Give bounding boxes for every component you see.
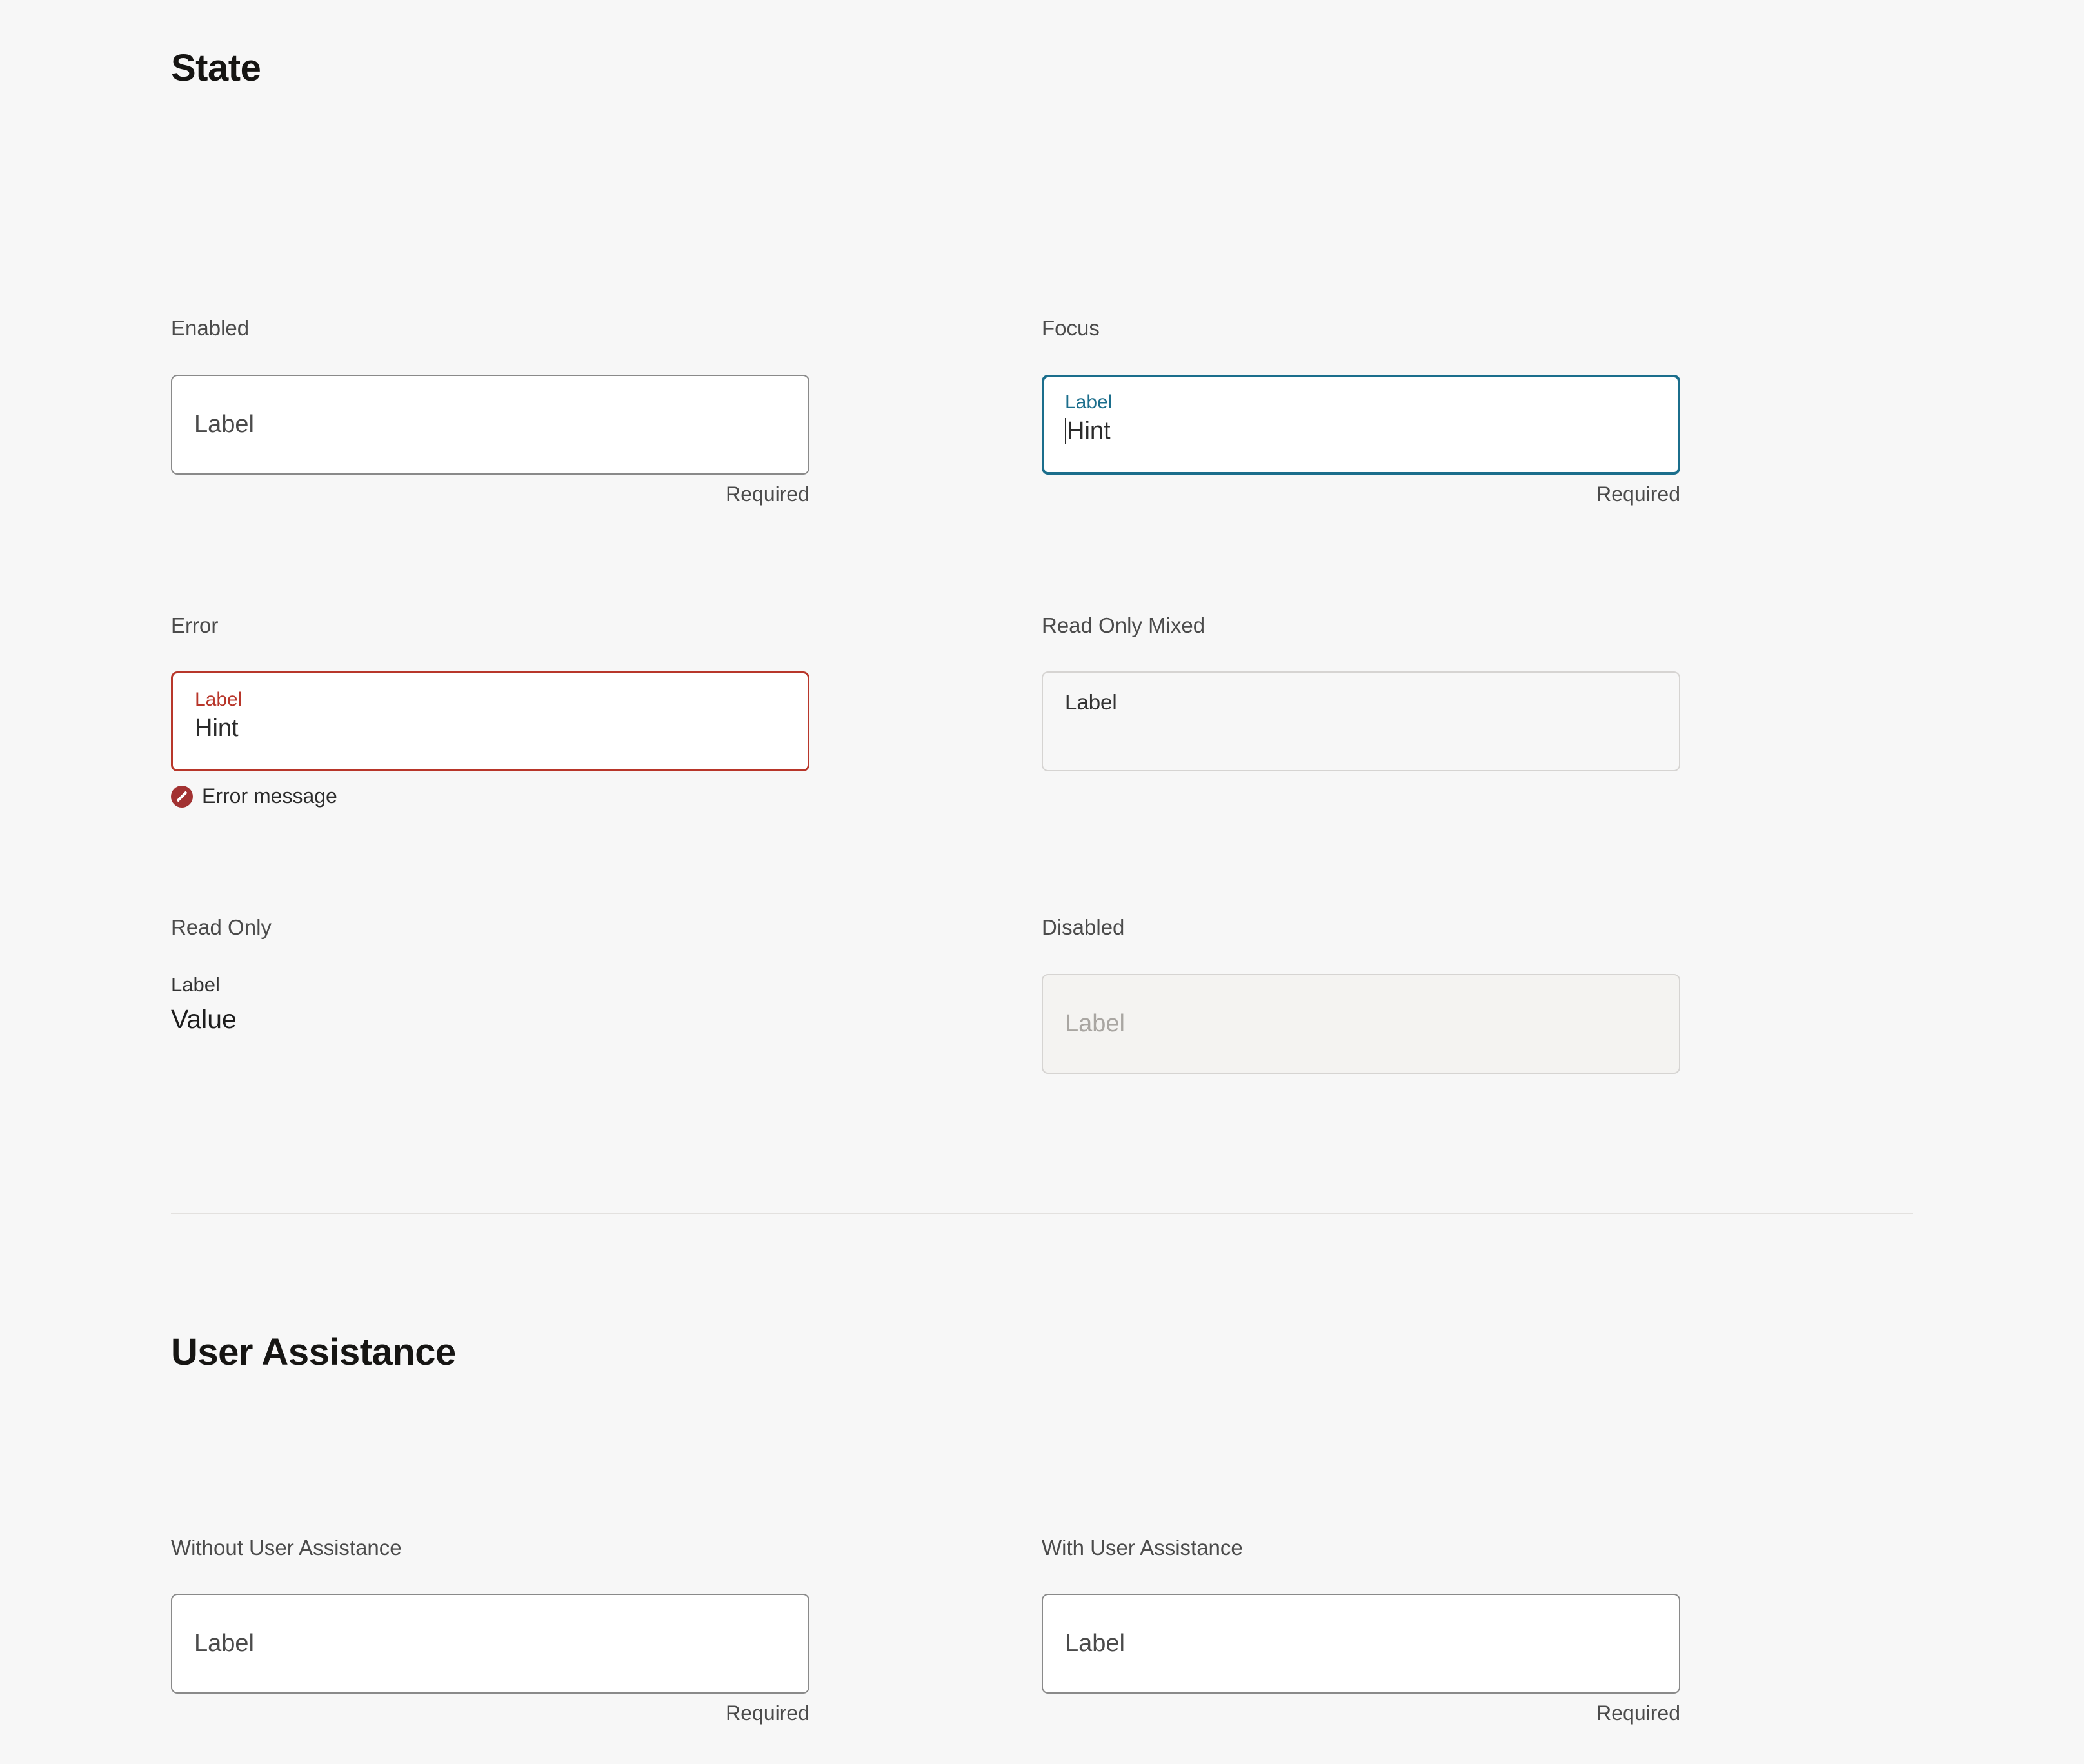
enabled-input[interactable]	[171, 375, 809, 475]
disabled-input	[1042, 974, 1680, 1074]
field-enabled-state-label: Enabled	[171, 316, 250, 340]
field-disabled-state-label: Disabled	[1042, 915, 1125, 940]
with-ua-helper-text: Required	[1596, 1701, 1680, 1725]
field-with-ua-state-label: With User Assistance	[1042, 1535, 1243, 1560]
with-ua-input-value: Label	[1065, 1630, 1125, 1658]
error-input-float-label: Label	[195, 689, 243, 711]
field-with-user-assistance	[1042, 1374, 1912, 1726]
without-ua-input-value: Label	[194, 1630, 254, 1658]
section-user-assistance	[0, 1214, 2084, 1764]
focus-input-float-label: Label	[1065, 391, 1113, 413]
text-caret-icon	[1065, 418, 1066, 444]
disabled-input-value: Label	[1065, 1009, 1125, 1037]
field-without-ua-state-label: Without User Assistance	[171, 1535, 402, 1560]
read-only-display	[171, 974, 809, 1034]
error-message-text: Error message	[202, 784, 337, 808]
error-input[interactable]	[171, 671, 809, 771]
user-assistance-title: User Assistance	[171, 1331, 456, 1373]
read-only-label: Label	[171, 973, 220, 996]
field-read-only-mixed-state-label: Read Only Mixed	[1042, 613, 1206, 637]
field-focus	[1042, 90, 1912, 506]
divider-wrap	[0, 1074, 2084, 1214]
enabled-helper-text: Required	[726, 482, 809, 506]
read-only-mixed-label: Label	[1065, 690, 1117, 715]
field-focus-state-label: Focus	[1042, 316, 1100, 340]
without-ua-helper-text: Required	[726, 1701, 809, 1725]
error-input-value: Hint	[195, 715, 239, 742]
focus-input-value: Hint	[1067, 417, 1111, 444]
field-read-only-mixed	[1042, 506, 1912, 809]
enabled-input-value: Label	[194, 410, 254, 438]
field-disabled	[1042, 808, 1912, 1074]
error-message-row	[171, 784, 809, 808]
error-circle-icon	[171, 786, 193, 808]
field-without-user-assistance	[171, 1374, 1042, 1726]
focus-input[interactable]	[1042, 375, 1680, 475]
field-error	[171, 506, 1042, 809]
focus-input-value-wrap	[1065, 418, 1657, 445]
page-title: State	[171, 47, 261, 89]
read-only-mixed-input	[1042, 671, 1680, 771]
state-grid	[171, 90, 1913, 1074]
field-read-only	[171, 808, 1042, 1074]
focus-helper-text: Required	[1596, 482, 1680, 506]
with-ua-input[interactable]	[1042, 1594, 1680, 1694]
field-read-only-state-label: Read Only	[171, 915, 272, 940]
read-only-value: Value	[171, 1004, 237, 1034]
without-ua-input[interactable]	[171, 1594, 809, 1694]
field-error-state-label: Error	[171, 613, 219, 637]
field-enabled	[171, 90, 1042, 506]
bottom-spacer	[171, 1725, 1913, 1764]
user-assistance-grid	[171, 1374, 1913, 1726]
